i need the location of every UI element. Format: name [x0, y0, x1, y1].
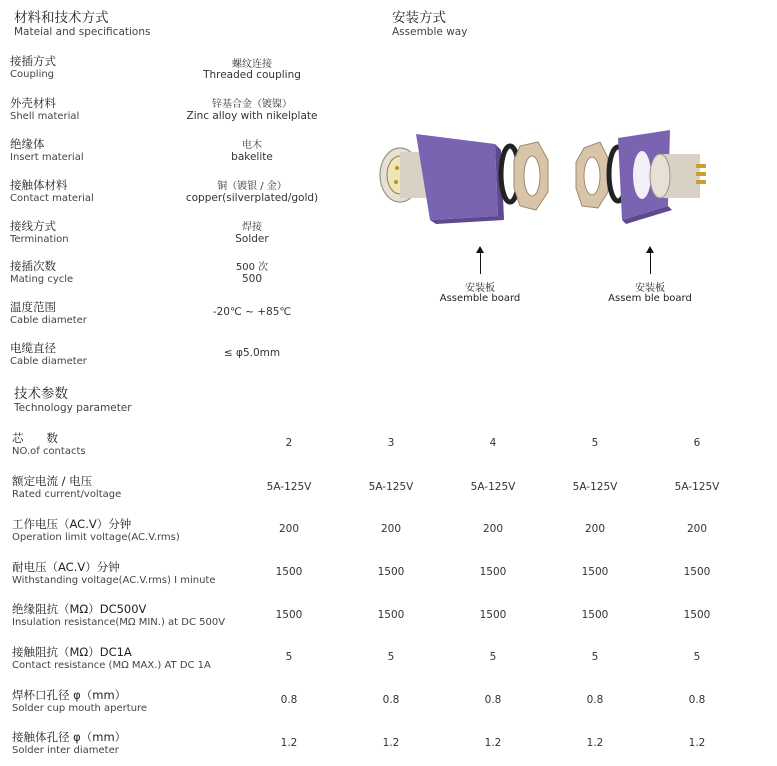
- material-value-zh: 500 次: [235, 262, 269, 273]
- table-cell: 200: [278, 523, 300, 535]
- table-cell: 1.2: [382, 737, 400, 749]
- material-value-en: 500: [241, 273, 263, 285]
- table-cell: 1.2: [280, 737, 298, 749]
- material-label-en: Cable diameter: [10, 356, 87, 367]
- board-left-image: [416, 134, 504, 224]
- arrow-head-icon: [646, 246, 654, 253]
- connector-right-image: [650, 154, 706, 198]
- material-label-en: Cable diameter: [10, 315, 87, 326]
- arrow-head-icon: [476, 246, 484, 253]
- table-cell: 5A-125V: [674, 481, 720, 493]
- table-cell: 0.8: [586, 694, 604, 706]
- table-cell: 1500: [377, 566, 405, 578]
- param-label-en: Withstanding voltage(AC.V.rms) I minute: [12, 575, 216, 586]
- table-cell: 5A-125V: [572, 481, 618, 493]
- table-cell: 200: [482, 523, 504, 535]
- param-label-zh: 工作电压（AC.V）分钟: [12, 517, 132, 531]
- table-cell: 1.2: [586, 737, 604, 749]
- table-cell: 5: [693, 651, 701, 663]
- material-label-zh: 接触体材料: [10, 178, 68, 192]
- material-label-en: Contact material: [10, 193, 94, 204]
- table-cell: 5A-125V: [368, 481, 414, 493]
- table-cell: 1500: [479, 566, 507, 578]
- table-cell: 1500: [479, 609, 507, 621]
- material-value-zh: 焊接: [242, 222, 262, 233]
- table-cell: 1500: [377, 609, 405, 621]
- table-cell: 5: [285, 651, 293, 663]
- material-value-en: Zinc alloy with nikelplate: [186, 110, 318, 122]
- material-value-zh: 锌基合金（镀镍）: [212, 99, 292, 110]
- material-value-zh: 电木: [242, 140, 262, 151]
- assemble-title-en: Assemble way: [392, 26, 468, 38]
- param-label-zh: 接触阻抗（MΩ）DC1A: [12, 645, 132, 659]
- table-cell: 5: [489, 651, 497, 663]
- material-value-en: bakelite: [231, 151, 273, 163]
- table-cell: 1500: [581, 609, 609, 621]
- material-value-zh: 铜（镀银 / 金）: [217, 181, 287, 192]
- param-label-zh: 接触体孔径 φ（mm）: [12, 730, 127, 744]
- materials-title-en: Mateial and specifications: [14, 26, 151, 38]
- tech-title-zh: 技术参数: [14, 386, 68, 402]
- material-label-en: Shell material: [10, 111, 80, 122]
- table-cell: 1.2: [484, 737, 502, 749]
- table-cell: 5: [591, 437, 599, 449]
- tech-title-en: Technology parameter: [14, 402, 132, 414]
- table-cell: 4: [489, 437, 497, 449]
- param-label-en: Solder inter diameter: [12, 745, 119, 756]
- table-cell: 5: [591, 651, 599, 663]
- material-label-en: Mating cycle: [10, 274, 74, 285]
- material-value-en: Threaded coupling: [203, 69, 301, 81]
- table-cell: 0.8: [280, 694, 298, 706]
- table-cell: 0.8: [484, 694, 502, 706]
- param-label-zh: 额定电流 / 电压: [12, 474, 93, 488]
- param-label-en: Rated current/voltage: [12, 489, 122, 500]
- nut-left-image: [514, 142, 548, 210]
- material-label-en: Insert material: [10, 152, 84, 163]
- param-label-en: Contact resistance (MΩ MAX.) AT DC 1A: [12, 660, 211, 671]
- table-cell: 5A-125V: [266, 481, 312, 493]
- table-cell: 6: [693, 437, 701, 449]
- param-label-en: Operation limit voltage(AC.V.rms): [12, 532, 180, 543]
- table-cell: 200: [584, 523, 606, 535]
- material-label-zh: 绝缘体: [10, 137, 45, 151]
- assemble-board-label-zh: 安装板: [635, 283, 665, 294]
- material-label-zh: 温度范围: [10, 300, 56, 314]
- table-cell: 200: [686, 523, 708, 535]
- material-value-en: ≤ φ5.0mm: [223, 347, 281, 359]
- table-cell: 1500: [275, 609, 303, 621]
- material-label-en: Coupling: [10, 69, 55, 80]
- materials-title-zh: 材料和技术方式: [14, 10, 109, 26]
- param-label-en: Insulation resistance(MΩ MIN.) at DC 500V: [12, 617, 226, 628]
- param-label-en: Solder cup mouth aperture: [12, 703, 148, 714]
- param-label-zh: 焊杯口孔径 φ（mm）: [12, 688, 127, 702]
- assemble-illustration: [370, 120, 710, 260]
- table-cell: 0.8: [688, 694, 706, 706]
- table-cell: 1500: [581, 566, 609, 578]
- assemble-board-label-zh: 安装板: [465, 283, 495, 294]
- table-cell: 1500: [683, 609, 711, 621]
- table-cell: 0.8: [382, 694, 400, 706]
- material-label-zh: 接插方式: [10, 54, 56, 68]
- material-label-zh: 电缆直径: [10, 341, 56, 355]
- table-cell: 200: [380, 523, 402, 535]
- table-cell: 1500: [683, 566, 711, 578]
- material-label-en: Termination: [10, 234, 69, 245]
- param-label-zh: 耐电压（AC.V）分钟: [12, 560, 120, 574]
- material-value-zh: 螺纹连接: [232, 59, 272, 70]
- table-cell: 2: [285, 437, 293, 449]
- nut-right-image: [576, 142, 608, 208]
- param-label-en: NO.of contacts: [12, 446, 86, 457]
- param-label-zh: 芯 数: [12, 431, 58, 445]
- table-cell: 3: [387, 437, 395, 449]
- material-label-zh: 接线方式: [10, 219, 56, 233]
- assemble-board-label-en: Assemble board: [439, 293, 521, 304]
- assemble-board-label-en: Assem ble board: [608, 293, 692, 304]
- material-label-zh: 接插次数: [10, 259, 56, 273]
- material-value-en: -20℃ ~ +85℃: [212, 306, 292, 318]
- table-cell: 5A-125V: [470, 481, 516, 493]
- material-value-en: Solder: [235, 233, 269, 245]
- param-label-zh: 绝缘阻抗（MΩ）DC500V: [12, 602, 147, 616]
- material-label-zh: 外壳材料: [10, 96, 56, 110]
- assemble-title-zh: 安装方式: [392, 10, 446, 26]
- table-cell: 5: [387, 651, 395, 663]
- material-value-en: copper(silverplated/gold): [185, 192, 319, 204]
- table-cell: 1.2: [688, 737, 706, 749]
- table-cell: 1500: [275, 566, 303, 578]
